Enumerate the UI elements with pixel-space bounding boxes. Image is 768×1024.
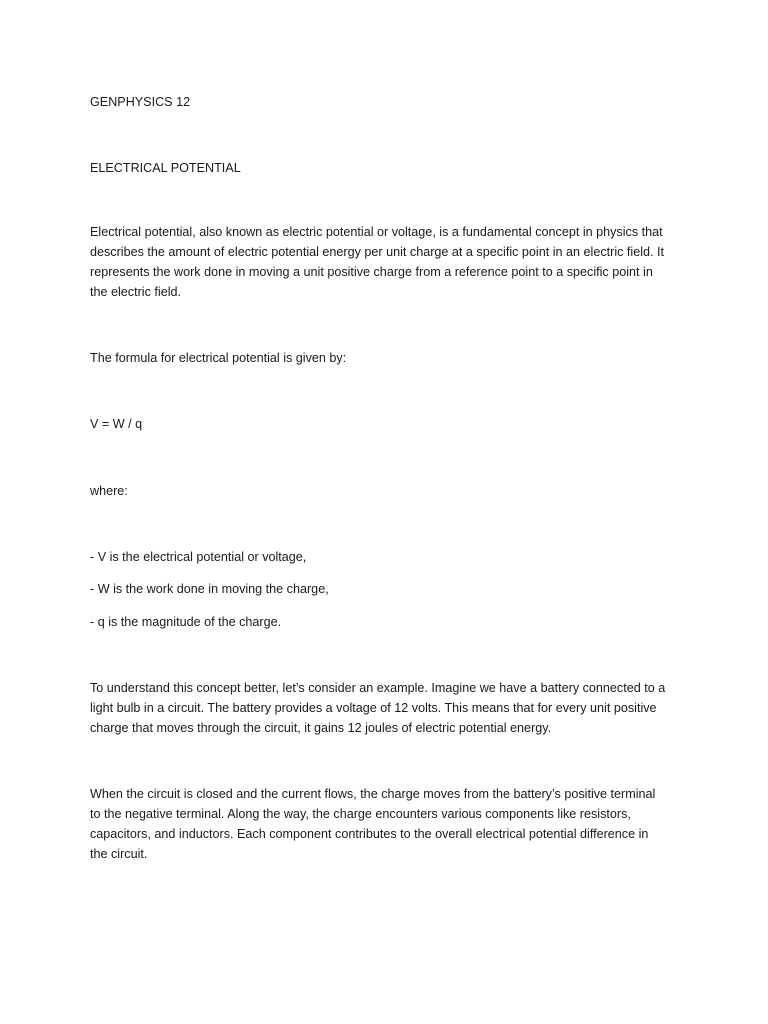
example-paragraph — [90, 678, 690, 738]
example-line: charge that moves through the circuit, it gains 12 joules of electric potential energy. — [90, 721, 552, 735]
circuit-line: to the negative terminal. Along the way, the charge encounters various components like resistors, — [90, 807, 631, 821]
circuit-line: capacitors, and inductors. Each component contributes to the overall electrical potential difference in — [90, 827, 649, 841]
formula: V = W / q — [90, 417, 143, 431]
example-line: To understand this concept better, let’s consider an example. Imagine we have a battery connected to a — [90, 681, 666, 695]
topic-title: ELECTRICAL POTENTIAL — [90, 161, 241, 175]
intro-line: describes the amount of electric potential energy per unit charge at a specific point in an electric field. It — [90, 245, 665, 259]
intro-line: the electric field. — [90, 285, 181, 299]
circuit-line: the circuit. — [90, 847, 148, 861]
definition-item: - V is the electrical potential or voltage, — [90, 550, 307, 564]
definition-item: - q is the magnitude of the charge. — [90, 615, 282, 629]
circuit-line: When the circuit is closed and the current flows, the charge moves from the battery’s positive terminal — [90, 787, 656, 801]
example-line: light bulb in a circuit. The battery provides a voltage of 12 volts. This means that for every unit positive — [90, 701, 657, 715]
circuit-paragraph — [90, 784, 690, 864]
where-label: where: — [90, 484, 128, 498]
intro-paragraph — [90, 222, 690, 302]
course-title: GENPHYSICS 12 — [90, 95, 191, 109]
definition-item: - W is the work done in moving the charge, — [90, 582, 329, 596]
intro-line: represents the work done in moving a unit positive charge from a reference point to a specific point in — [90, 265, 653, 279]
formula-intro: The formula for electrical potential is given by: — [90, 351, 347, 365]
intro-line: Electrical potential, also known as electric potential or voltage, is a fundamental concept in physics that — [90, 225, 663, 239]
